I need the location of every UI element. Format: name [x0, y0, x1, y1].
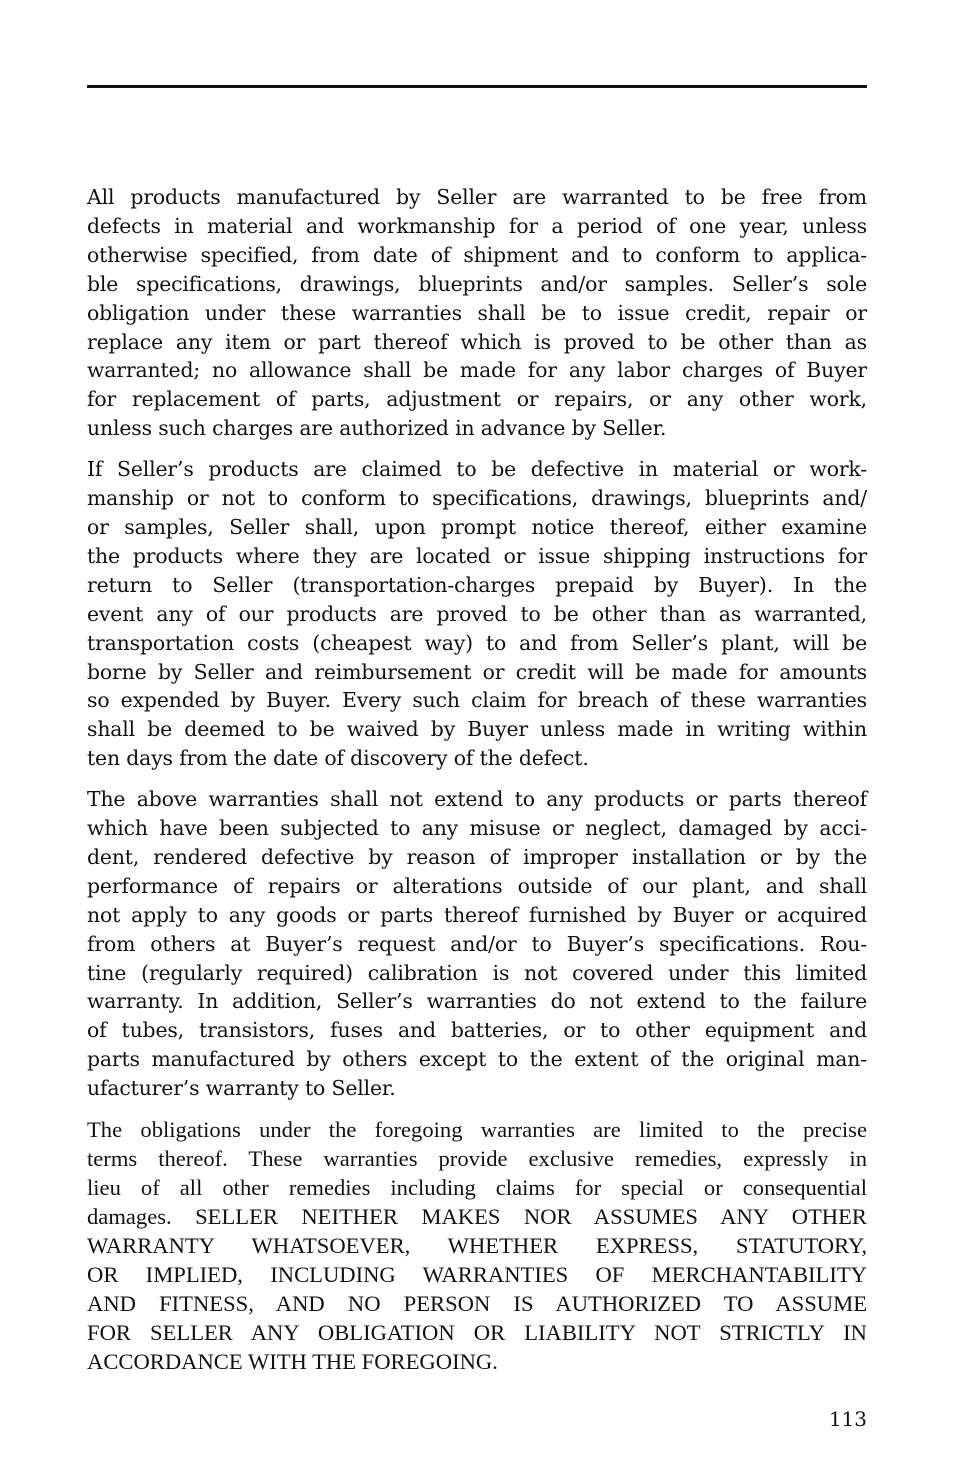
text-line: terms thereof. These warranties provide exclusive remedies, expressly in [87, 1146, 867, 1172]
text-line: The above warranties shall not extend to any products or parts thereof [87, 787, 867, 812]
text-line: otherwise specified, from date of shipment and to conform to applica- [87, 242, 867, 267]
text-line: ACCORDANCE WITH THE FOREGOING. [87, 1349, 498, 1375]
text-line: or samples, Seller shall, upon prompt notice thereof, either examine [87, 514, 867, 539]
text-line: transportation costs (cheapest way) to and from Seller’s plant, will be [87, 630, 867, 655]
text-line: defects in material and workmanship for a period of one year, unless [87, 213, 867, 238]
header-rule [87, 85, 867, 88]
text-line: shall be deemed to be waived by Buyer unless made in writing within [87, 717, 867, 742]
text-line: OR IMPLIED, INCLUDING WARRANTIES OF MERCHANTABILITY [87, 1262, 867, 1288]
warranty-paragraph-3 [87, 785, 867, 1103]
text-line: ble specifications, drawings, blueprints and/or samples. Seller’s sole [87, 271, 867, 296]
text-line: If Seller’s products are claimed to be defective in material or work- [87, 457, 867, 482]
text-line: tine (regularly required) calibration is not covered under this limited [87, 960, 867, 985]
text-line: the products where they are located or issue shipping instructions for [87, 543, 867, 568]
text-line: lieu of all other remedies including claims for special or consequential [87, 1175, 867, 1201]
warranty-paragraph-4 [87, 1115, 867, 1376]
text-line: ufacturer’s warranty to Seller. [87, 1076, 396, 1101]
text-line: which have been subjected to any misuse or neglect, damaged by acci- [87, 816, 867, 841]
text-line: unless such charges are authorized in advance by Seller. [87, 416, 667, 441]
text-line: obligation under these warranties shall be to issue credit, repair or [87, 300, 867, 325]
text-line: FOR SELLER ANY OBLIGATION OR LIABILITY NOT STRICTLY IN [87, 1320, 867, 1346]
text-line: warranty. In addition, Seller’s warranties do not extend to the failure [87, 989, 867, 1014]
text-line: AND FITNESS, AND NO PERSON IS AUTHORIZED TO ASSUME [87, 1291, 867, 1317]
warranty-paragraph-1 [87, 183, 867, 443]
text-line: warranted; no allowance shall be made for any labor charges of Buyer [87, 358, 867, 383]
text-line: event any of our products are proved to be other than as warranted, [87, 601, 867, 626]
text-line: borne by Seller and reimbursement or credit will be made for amounts [87, 659, 867, 684]
text-line: WARRANTY WHATSOEVER, WHETHER EXPRESS, STATUTORY, [87, 1233, 867, 1259]
text-line: damages. SELLER NEITHER MAKES NOR ASSUMES ANY OTHER [87, 1204, 867, 1230]
text-line: from others at Buyer’s request and/or to Buyer’s specifications. Rou- [87, 931, 867, 956]
text-line: replace any item or part thereof which is proved to be other than as [87, 329, 867, 354]
page-number: 113 [828, 1407, 867, 1431]
text-line: for replacement of parts, adjustment or repairs, or any other work, [87, 387, 867, 412]
text-line: so expended by Buyer. Every such claim for breach of these warranties [87, 688, 867, 713]
warranty-paragraph-2 [87, 455, 867, 773]
text-line: not apply to any goods or parts thereof furnished by Buyer or acquired [87, 902, 867, 927]
text-line: dent, rendered defective by reason of improper installation or by the [87, 844, 867, 869]
text-line: ten days from the date of discovery of the defect. [87, 746, 589, 771]
warranty-text [87, 183, 867, 1388]
text-line: of tubes, transistors, fuses and batteries, or to other equipment and [87, 1018, 867, 1043]
text-line: The obligations under the foregoing warranties are limited to the precise [87, 1117, 867, 1143]
text-line: manship or not to conform to specifications, drawings, blueprints and/ [87, 486, 867, 511]
text-line: return to Seller (transportation-charges prepaid by Buyer). In the [87, 572, 867, 597]
text-line: parts manufactured by others except to the extent of the original man- [87, 1047, 867, 1072]
text-line: performance of repairs or alterations outside of our plant, and shall [87, 873, 867, 898]
text-line: All products manufactured by Seller are warranted to be free from [87, 185, 867, 209]
